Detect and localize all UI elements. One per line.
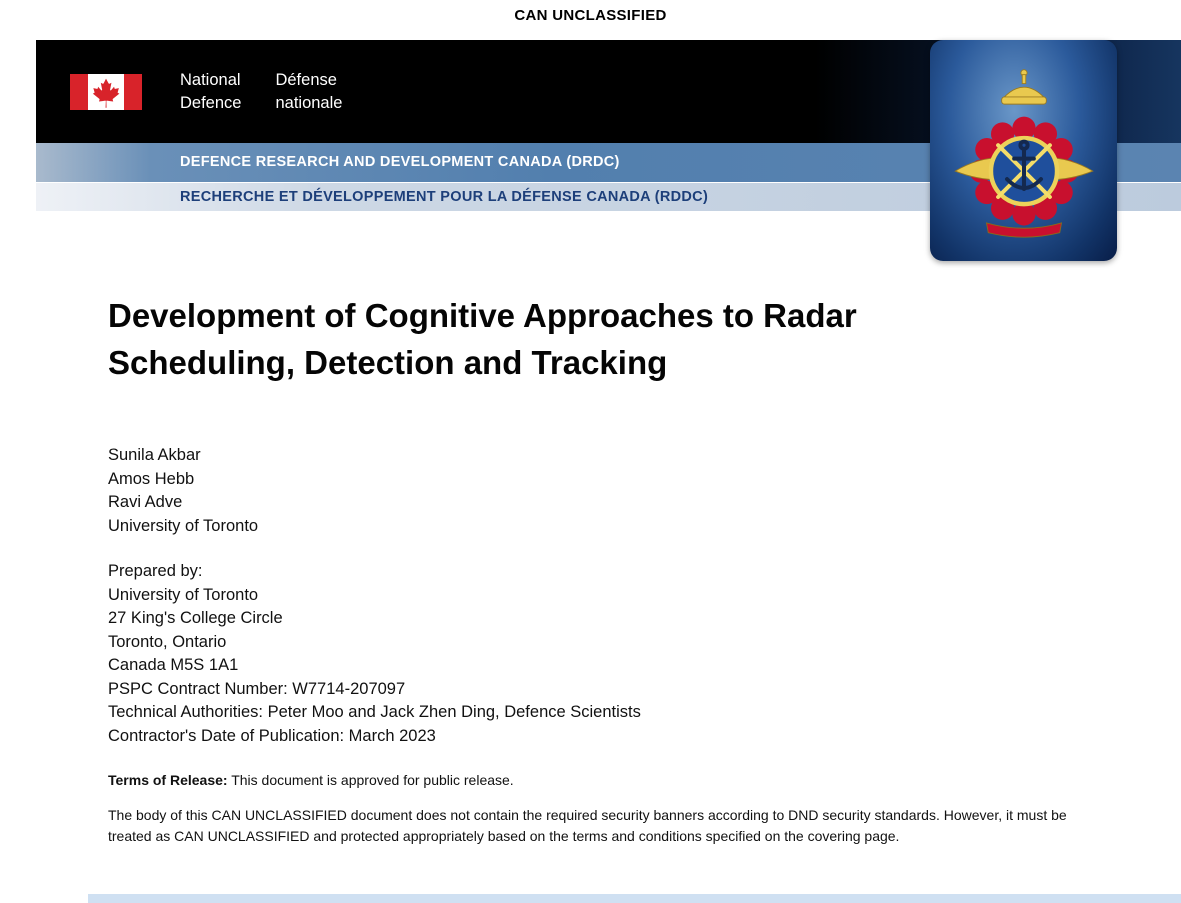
dept-fr-line1: Défense xyxy=(275,71,337,89)
caf-crest-badge xyxy=(930,40,1117,261)
dept-fr-line2: nationale xyxy=(275,94,343,112)
bottom-accent-bar xyxy=(88,894,1181,903)
dept-en-line2: Defence xyxy=(180,94,242,112)
prepared-by-line: Toronto, Ontario xyxy=(108,632,227,651)
prepared-by-line: Canada M5S 1A1 xyxy=(108,656,239,674)
caf-crest-icon xyxy=(948,55,1100,247)
cover-content xyxy=(108,292,1088,847)
canada-flag-icon xyxy=(70,74,142,110)
author-block xyxy=(108,444,1088,538)
terms-of-release-text: This document is approved for public release. xyxy=(231,772,514,788)
prepared-by-line: 27 King's College Circle xyxy=(108,609,283,627)
terms-of-release xyxy=(108,770,1088,790)
publication-date-line: Contractor's Date of Publication: March 2023 xyxy=(108,726,436,745)
author-line: Amos Hebb xyxy=(108,469,195,488)
disclaimer-paragraph: The body of this CAN UNCLASSIFIED document does not contain the required security banners according to DND security standards. However, it must be treated as CAN UNCLASSIFIED and protected appropriately based on the terms and conditions specified on the covering page. xyxy=(108,807,1067,844)
author-line: Ravi Adve xyxy=(108,493,183,511)
author-line: Sunila Akbar xyxy=(108,446,201,464)
document-title: Development of Cognitive Approaches to Radar Scheduling, Detection and Tracking xyxy=(108,297,857,381)
terms-of-release-label: Terms of Release: xyxy=(108,772,228,788)
contract-number-line: PSPC Contract Number: W7714-207097 xyxy=(108,679,406,698)
technical-authorities-line: Technical Authorities: Peter Moo and Jack Zhen Ding, Defence Scientists xyxy=(108,703,641,721)
department-wordmark xyxy=(180,69,342,115)
drdc-banner-english-text: DEFENCE RESEARCH AND DEVELOPMENT CANADA (DRDC) xyxy=(180,154,620,170)
dept-en-line1: National xyxy=(180,71,241,89)
author-affiliation: University of Toronto xyxy=(108,516,259,535)
prepared-by-block xyxy=(108,560,1088,748)
prepared-by-label: Prepared by: xyxy=(108,562,203,580)
classification-banner: CAN UNCLASSIFIED xyxy=(514,7,667,24)
drdc-banner-french-text: RECHERCHE ET DÉVELOPPEMENT POUR LA DÉFENSE CANADA (RDDC) xyxy=(180,189,709,205)
prepared-by-line: University of Toronto xyxy=(108,585,259,604)
